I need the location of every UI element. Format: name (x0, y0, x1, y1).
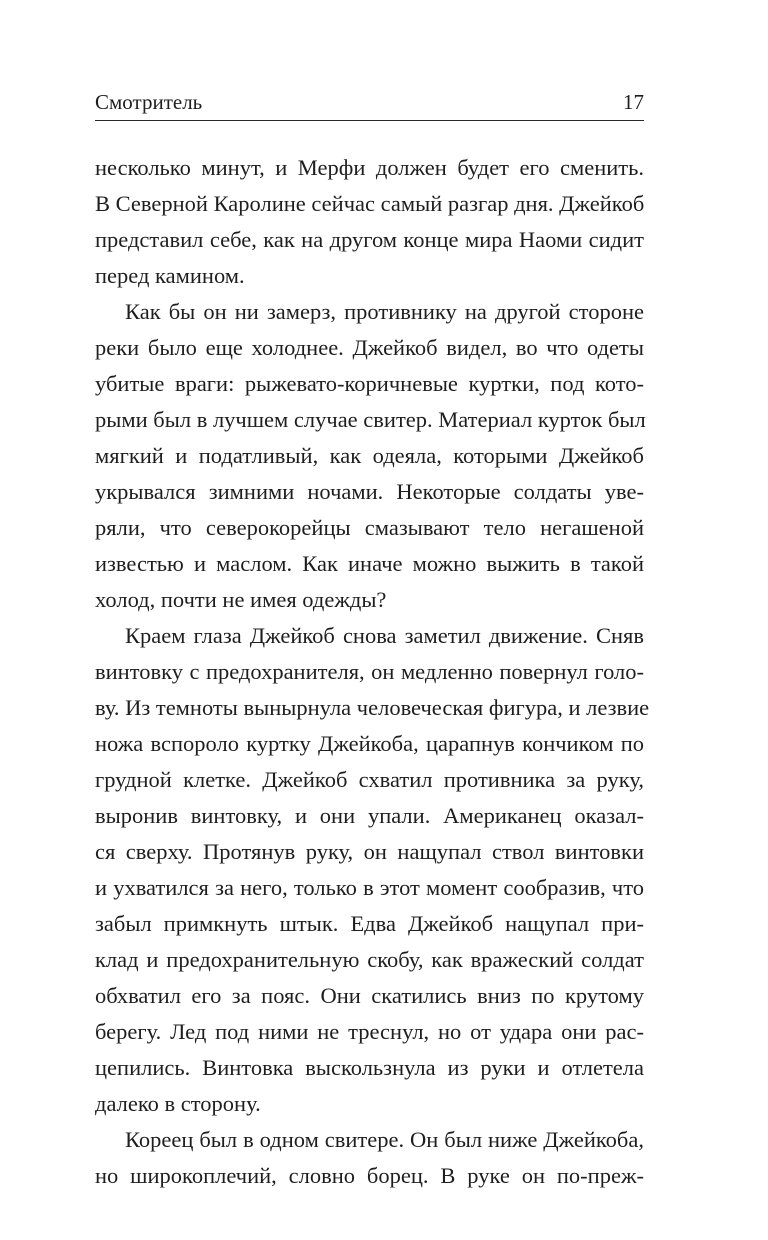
text-line: В Северной Каролине сейчас самый разгар дня. Джейкоб (95, 191, 645, 216)
text-line: холод, почти не имея одежды? (95, 587, 387, 612)
body-text (95, 150, 650, 1194)
text-line: но широкоплечий, словно борец. В руке он по-преж- (95, 1163, 644, 1188)
text-line: Как бы он ни замерз, противнику на другой стороне (125, 299, 644, 324)
text-line: забыл примкнуть штык. Едва Джейкоб нащупал при- (95, 911, 644, 936)
text-line: обхватил его за пояс. Они скатились вниз по крутому (95, 983, 644, 1008)
text-line: убитые враги: рыжевато-коричневые куртки, под кото- (95, 371, 644, 396)
text-line: ся сверху. Протянув руку, он нащупал ствол винтовки (95, 839, 644, 864)
text-line: представил себе, как на другом конце мира Наоми сидит (95, 227, 644, 252)
running-head (95, 90, 644, 121)
text-line: Кореец был в одном свитере. Он был ниже Джейкоба, (125, 1127, 644, 1152)
text-line: клад и предохранительную скобу, как вражеский солдат (95, 947, 644, 972)
text-line: рыми был в лучшем случае свитер. Материал курток был (95, 407, 646, 432)
text-line: ножа вспороло куртку Джейкоба, царапнув кончиком по (95, 731, 644, 756)
text-line: реки было еще холоднее. Джейкоб видел, во что одеты (95, 335, 644, 360)
running-title: Смотритель (95, 90, 203, 114)
text-line: ву. Из темноты вынырнула человеческая фигура, и лезвие (95, 695, 650, 720)
text-line: Краем глаза Джейкоб снова заметил движение. Сняв (125, 623, 644, 648)
text-line: известью и маслом. Как иначе можно выжить в такой (95, 551, 644, 576)
text-line: грудной клетке. Джейкоб схватил противника за руку, (95, 767, 644, 792)
text-line: берегу. Лед под ними не треснул, но от удара они рас- (95, 1019, 644, 1044)
page-number: 17 (623, 90, 644, 114)
text-line: мягкий и податливый, как одеяла, которыми Джейкоб (95, 443, 644, 468)
text-line: и ухватился за него, только в этот момент сообразив, что (95, 875, 644, 900)
text-line: выронив винтовку, и они упали. Американец оказал- (95, 803, 644, 828)
text-line: винтовку с предохранителя, он медленно повернул голо- (95, 659, 644, 684)
text-line: цепились. Винтовка выскользнула из руки и отлетела (95, 1055, 644, 1080)
text-line: перед камином. (95, 263, 245, 288)
text-line: несколько минут, и Мерфи должен будет его сменить. (95, 155, 644, 180)
text-line: укрывался зимними ночами. Некоторые солдаты уве- (95, 479, 644, 504)
text-line: далеко в сторону. (95, 1091, 261, 1116)
text-line: ряли, что северокорейцы смазывают тело негашеной (95, 515, 644, 540)
